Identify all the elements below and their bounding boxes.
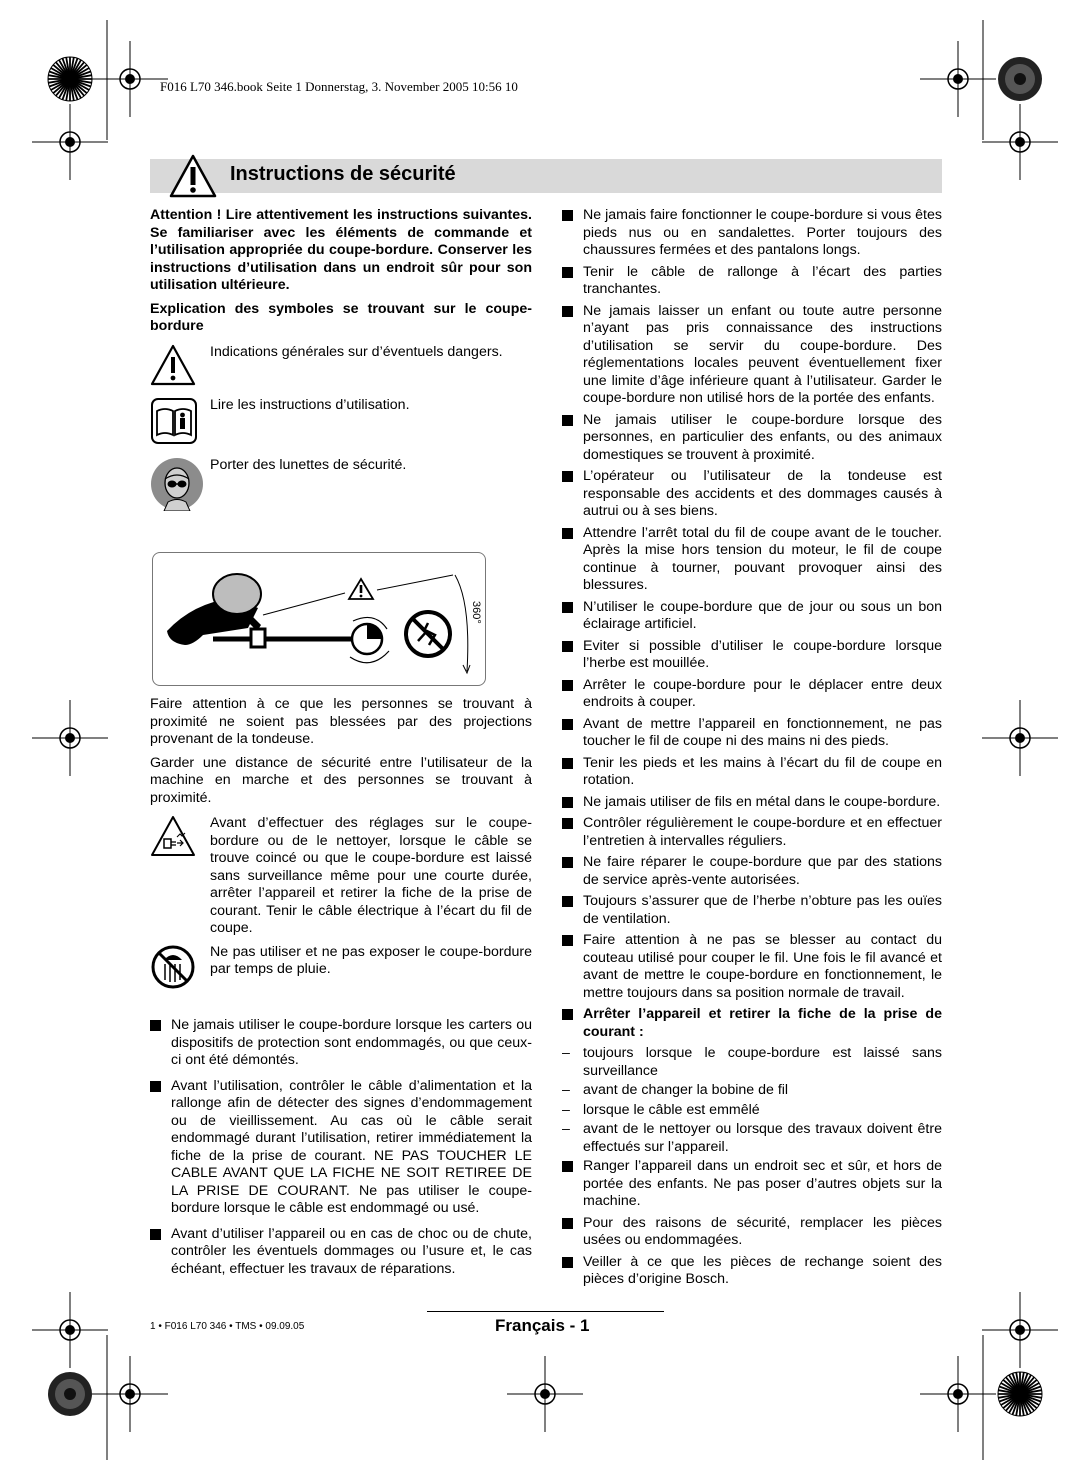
unplug-note-row [150,815,532,938]
warning-icon [150,344,196,386]
rain-note-text: Ne pas utiliser et ne pas exposer le coupe-bordure par temps de pluie. [210,943,532,977]
list-item: Arrêter le coupe-bordure pour le déplacer entre deux endroits à couper. [562,677,942,712]
list-item: Eviter si possible d’utiliser le coupe-bordure lorsque l’herbe est mouillée. [562,638,942,673]
list-item: Ne jamais faire fonctionner le coupe-bordure si vous êtes pieds nus ou en sandalettes. Porter toujours des chaussures fermées et des pantalons longs. [562,207,942,260]
para-distance: Garder une distance de sécurité entre l’utilisateur de la machine en marche et des personnes se trouvant à proximité. [150,754,532,806]
list-item: Faire attention à ne pas se blesser au contact du couteau utilisé pour couper le fil. Une fois le fil avancé et avant de mettre le coupe-bordure en fonctionnement, le mettre toujours dans sa position normale de travail. [562,932,942,1002]
footer-divider [427,1311,664,1312]
left-column [150,207,532,1286]
footer-code: 1 • F016 L70 346 • TMS • 09.09.05 [150,1321,305,1332]
rotation-label: 360° [470,601,482,624]
stop-heading: Arrêter l’appareil et retirer la fiche de la prise de courant : [562,1006,942,1041]
trimmer-hazard-drawing [153,553,485,685]
para-projections: Faire attention à ce que les personnes se trouvant à proximité ne soient pas blessées par des projections provenant de la tondeuse. [150,696,532,747]
page-number: Français - 1 [495,1316,590,1335]
dash-item: – toujours lorsque le coupe-bordure est laissé sans surveillance [562,1045,942,1080]
hazard-illustration [152,552,486,686]
dash-item: – avant de changer la bobine de fil [562,1082,942,1100]
symbols-heading: Explication des symboles se trouvant sur le coupe-bordure [150,300,532,334]
symbol-row-danger [150,344,532,392]
list-item: Ranger l’appareil dans un endroit sec et sûr, et hors de portée des enfants. Ne pas poser d’autres objets sur la machine. [562,1158,942,1211]
list-item: Ne jamais utiliser le coupe-bordure lorsque des personnes, en particulier des enfants, ou des animaux domestiques se trouvent à proximité. [562,412,942,465]
symbol-text-danger: Indications générales sur d’éventuels dangers. [210,343,503,360]
list-item: Contrôler régulièrement le coupe-bordure et en effectuer l’entretien à intervalles réguliers. [562,815,942,850]
list-item: Ne jamais utiliser le coupe-bordure lorsque les carters ou dispositifs de protection sont endommagés, ou que ceux-ci ont été démontés. [150,1017,532,1070]
symbol-text-manual: Lire les instructions d’utilisation. [210,397,410,413]
list-item: Avant l’utilisation, contrôler le câble d’alimentation et la rallonge afin de détecter des signes d’endommagement ou de vieillissement. Au cas où le câble serait endommagé durant l’utilisation, retirer immédiatement la fiche de la prise de courant. NE PAS TOUCHER LE CABLE AVANT QUE LA FICHE NE SOIT RETIREE DE LA PRISE DE COURANT. Ne pas utiliser le coupe-bordure lorsque le câble est endommagé ou usé. [150,1078,532,1218]
read-manual-icon [150,397,198,445]
list-item: Toujours s’assurer que de l’herbe n’obture pas les ouïes de ventilation. [562,893,942,928]
list-item: Avant de mettre l’appareil en fonctionnement, ne pas toucher le fil de coupe ni des mains ni des pieds. [562,716,942,751]
warning-triangle-icon [168,153,218,199]
symbol-row-goggles [150,457,532,517]
list-item: Ne faire réparer le coupe-bordure que par des stations de service après-vente autorisées. [562,854,942,889]
safety-goggles-icon [150,457,204,511]
list-item: L’opérateur ou l’utilisateur de la tondeuse est responsable des accidents et des dommages causés à autrui ou à ses biens. [562,468,942,521]
list-item: Avant d’utiliser l’appareil ou en cas de choc ou de chute, contrôler les éventuels dommages ou l’usure et, le cas échéant, effectuer les travaux de réparations. [150,1226,532,1279]
title-bar [150,159,942,193]
list-item: Tenir les pieds et les mains à l’écart du fil de coupe en rotation. [562,755,942,790]
dash-item: – avant de le nettoyer ou lorsque des travaux doivent être effectués sur l’appareil. [562,1121,942,1156]
list-item: Attendre l’arrêt total du fil de coupe avant de le toucher. Après la mise hors tension du moteur, le fil de coupe continue à tourner, pouvant provoquer ainsi des blessures. [562,525,942,595]
list-item: Tenir le câble de rallonge à l’écart des parties tranchantes. [562,264,942,299]
no-rain-icon [150,944,196,990]
symbol-text-goggles: Porter des lunettes de sécurité. [210,456,407,473]
intro-text: Attention ! Lire attentivement les instructions suivantes. Se familiariser avec les éléments de commande et l’utilisation appropriée du coupe-bordure. Conserver les instructions d’utilisation dans un endroit sûr pour son utilisation ultérieure. [150,207,532,293]
list-item: N’utiliser le coupe-bordure que de jour ou sous un bon éclairage artificiel. [562,599,942,634]
symbol-row-manual [150,397,532,451]
right-column [562,207,942,1293]
list-item: Pour des raisons de sécurité, remplacer les pièces usées ou endommagées. [562,1215,942,1250]
list-item: Ne jamais utiliser de fils en métal dans le coupe-bordure. [562,794,942,812]
dash-item: – lorsque le câble est emmêlé [562,1102,942,1120]
list-item: Veiller à ce que les pièces de rechange soient des pièces d’origine Bosch. [562,1254,942,1289]
rain-note-row [150,944,532,996]
list-item: Ne jamais laisser un enfant ou toute autre personne n’ayant pas pris connaissance des instructions d’utilisation se servir du coupe-bordure. Des réglementations locales peuvent éventuellement fixer une limite d’âge inférieure quant à l’utilisateur. Garder le coupe-bordure non utilisé hors de la portée des enfants. [562,303,942,408]
unplug-warning-icon [150,815,196,857]
file-header: F016 L70 346.book Seite 1 Donnerstag, 3. November 2005 10:56 10 [160,79,518,94]
unplug-note-text: Avant d’effectuer des réglages sur le coupe-bordure ou de le nettoyer, lorsque le câble se trouve coincé ou que le coupe-bordure est laissé sans surveillance même pour une courte durée, arrêter l’appareil et retirer la fiche de la prise de courant. Tenir le câble électrique à l’écart du fil de coupe. [210,815,532,936]
page-title: Instructions de sécurité [230,163,456,185]
